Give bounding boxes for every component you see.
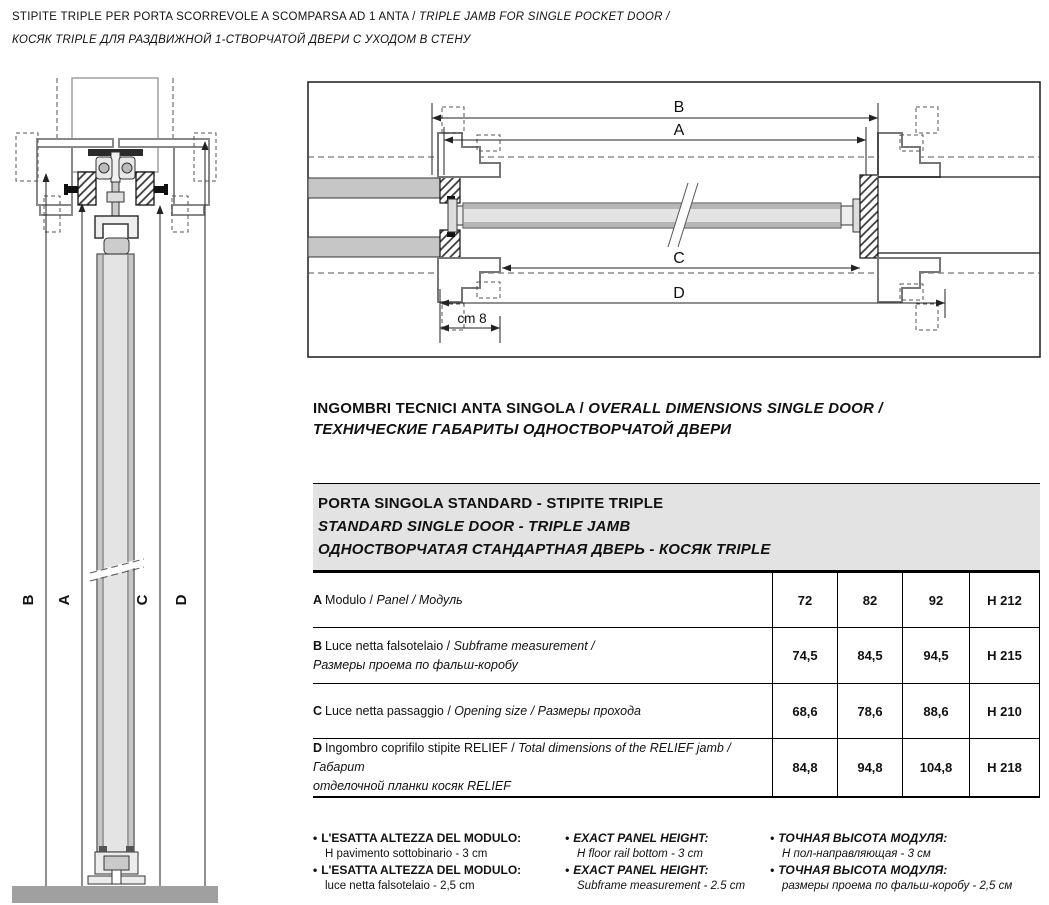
bullet-icon: •: [313, 831, 318, 845]
section-label-c: C: [134, 594, 151, 606]
subframe-upright-left: [78, 172, 96, 205]
hanger-nut: [107, 192, 124, 202]
section-label-d: D: [173, 594, 190, 606]
cell-value: 74,5: [772, 628, 837, 683]
footnote-column-italian: • L'ESATTA ALTEZZA DEL MODULO: H pavimento sottobinario - 3 cm • L'ESATTA ALTEZZA DEL MODULO: luce netta falsotelaio - 2,5 cm: [313, 831, 522, 892]
door-top-clamp: [95, 216, 138, 238]
right-trim-flange: [119, 139, 209, 147]
table-row: [313, 573, 1040, 628]
bullet-icon: •: [313, 863, 318, 877]
cell-value: 68,6: [772, 684, 837, 738]
table-row: [313, 684, 1040, 739]
cell-value: H 215: [969, 628, 1040, 683]
cell-value: H 212: [969, 573, 1040, 627]
door-end-profile-left: [448, 199, 457, 232]
floor: [12, 886, 218, 903]
plan-label-a: A: [673, 122, 685, 139]
table-header-line2: STANDARD SINGLE DOOR - TRIPLE JAMB: [318, 518, 631, 535]
cell-value: 94,5: [902, 628, 969, 683]
cell-value: 82: [837, 573, 902, 627]
jamb-trim-top: [878, 133, 940, 177]
cell-value: 84,8: [772, 739, 837, 796]
bullet-icon: •: [770, 831, 775, 845]
section-title: [313, 398, 883, 440]
table-header: [313, 484, 1040, 573]
plan-label-b: B: [673, 99, 685, 116]
cell-value: 94,8: [837, 739, 902, 796]
cell-value: 92: [902, 573, 969, 627]
strike-wall-lines: [878, 177, 1040, 253]
footnotes: [313, 828, 1049, 892]
page-title: [12, 6, 670, 52]
section-title-english: OVERALL DIMENSIONS SINGLE DOOR /: [588, 400, 883, 417]
vertical-section-drawing: [0, 70, 240, 905]
table-header-line1: PORTA SINGOLA STANDARD - STIPITE TRIPLE: [318, 495, 664, 512]
cell-value: 72: [772, 573, 837, 627]
section-label-b: B: [20, 594, 37, 606]
page-title-line2: КОСЯК TRIPLE ДЛЯ РАЗДВИЖНОЙ 1-СТВОРЧАТОЙ ДВЕРИ С УХОДОМ В СТЕНУ: [12, 34, 471, 46]
page-title-line1: [12, 6, 670, 29]
footnote-column-russian: • ТОЧНАЯ ВЫСОТА МОДУЛЯ: Н пол-направляющая - 3 см • ТОЧНАЯ ВЫСОТА МОДУЛЯ: размеры проема по фальш-коробу - 2,5 см: [770, 831, 1013, 892]
subframe-upright-right: [136, 172, 154, 205]
row-label: C Luce netta passaggio / Opening size / Размеры прохода: [313, 703, 641, 718]
section-title-russian: ТЕХНИЧЕСКИЕ ГАБАРИТЫ ОДНОСТВОРЧАТОЙ ДВЕРИ: [313, 421, 732, 438]
table-header-line3: ОДНОСТВОРЧАТАЯ СТАНДАРТНАЯ ДВЕРЬ - КОСЯК TRIPLE: [318, 541, 771, 558]
cell-value: H 210: [969, 684, 1040, 738]
bullet-icon: •: [565, 863, 570, 877]
section-title-italian: INGOMBRI TECNICI ANTA SINGOLA /: [313, 400, 589, 417]
cell-value: 104,8: [902, 739, 969, 796]
cell-value: 88,6: [902, 684, 969, 738]
footnote-column-english: • EXACT PANEL HEIGHT: H floor rail bottom - 3 cm • EXACT PANEL HEIGHT: Subframe measurement - 2.5 cm: [565, 831, 746, 892]
left-trim-flange: [37, 139, 113, 147]
table-row: [313, 739, 1040, 798]
table-row: [313, 628, 1040, 684]
plan-label-d: D: [673, 285, 685, 302]
plan-label-cm8: cm 8: [457, 311, 487, 326]
pocket-trim-bottom: [438, 258, 500, 302]
bullet-icon: •: [770, 863, 775, 877]
section-label-a: A: [56, 594, 73, 606]
pocket-wall-top: [308, 178, 440, 198]
closing-jamb: [860, 175, 878, 258]
row-label: A Modulo / Panel / Модуль: [313, 592, 463, 607]
title-english: TRIPLE JAMB FOR SINGLE POCKET DOOR /: [418, 11, 670, 23]
dimensions-table: [313, 483, 1040, 798]
row-label: D Ingombro coprifilo stipite RELIEF / Total dimensions of the RELIEF jamb / Габарит отделочной планки косяк RELIEF: [313, 741, 731, 793]
pocket-wall-bottom: [308, 237, 440, 257]
cell-value: 84,5: [837, 628, 902, 683]
section-title-line1: [313, 398, 883, 419]
title-italian: STIPITE TRIPLE PER PORTA SCORREVOLE A SCOMPARSA AD 1 ANTA /: [12, 11, 419, 23]
cell-value: 78,6: [837, 684, 902, 738]
plan-section-drawing: [300, 75, 1049, 370]
jamb-trim-bottom: [878, 258, 940, 302]
row-label: B Luce netta falsotelaio / Subframe measurement / Размеры проема по фальш-коробу: [313, 638, 595, 672]
cell-value: H 218: [969, 739, 1040, 796]
plan-label-c: C: [673, 250, 685, 267]
bullet-icon: •: [565, 831, 570, 845]
